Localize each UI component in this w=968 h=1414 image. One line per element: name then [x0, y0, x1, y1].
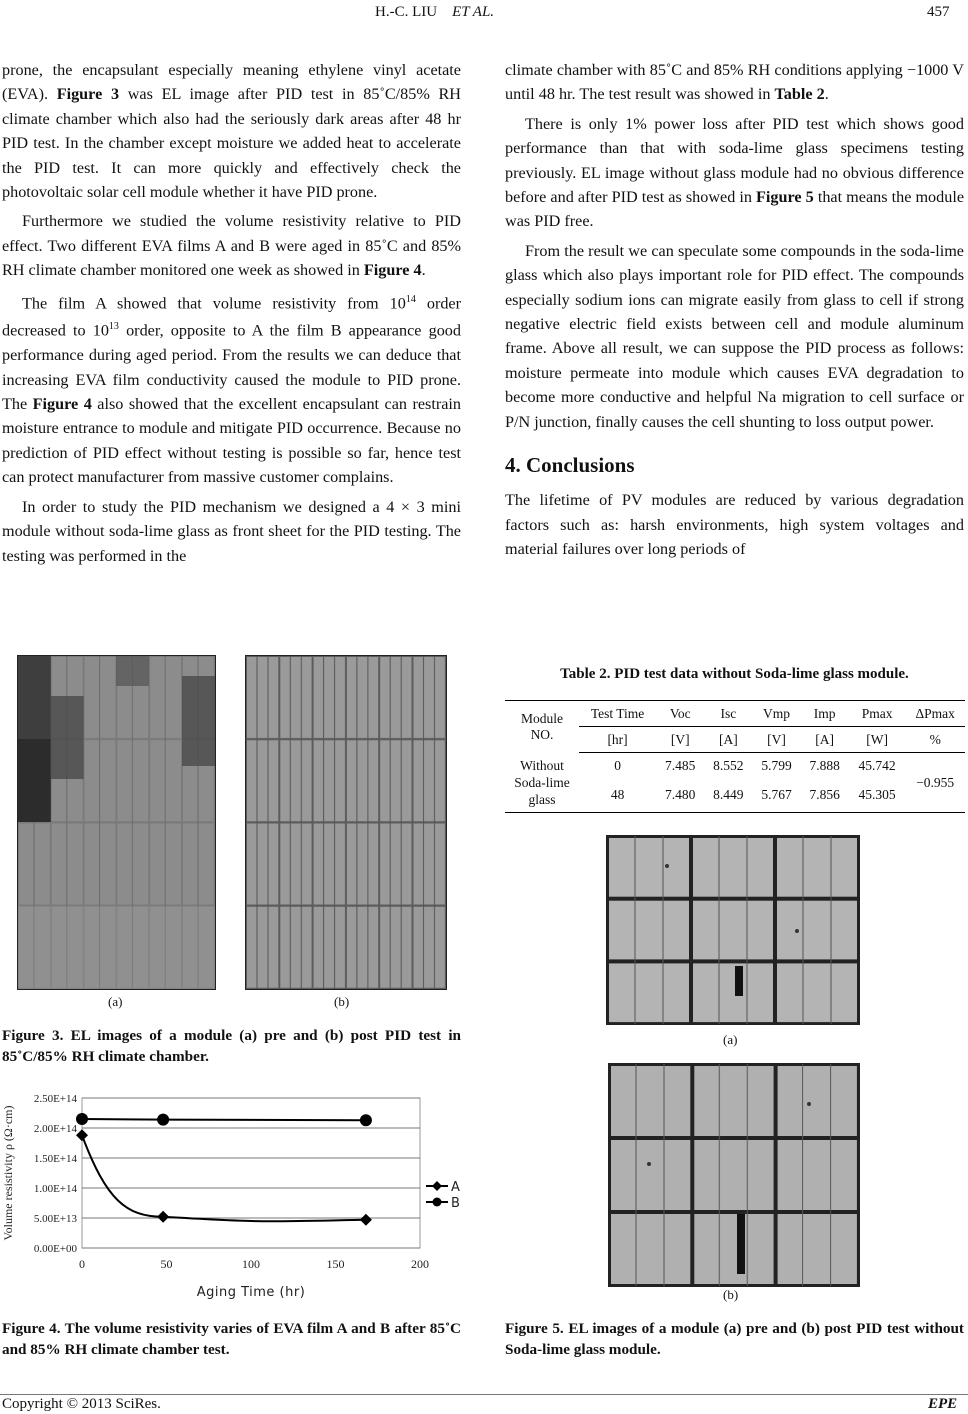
- table-unit: [V]: [656, 727, 704, 753]
- fig4-caption: Figure 4. The volume resistivity varies of EVA film A and B after 85˚C and 85% RH climate chamber test.: [2, 1320, 461, 1358]
- data-point-B: [76, 1113, 88, 1125]
- paragraph: climate chamber with 85˚C and 85% RH conditions applying −1000 V until 48 hr. The test result was showed in Table 2.: [505, 61, 964, 104]
- y-tick-label: 5.00E+13: [33, 1213, 77, 1225]
- fig3-caption: Figure 3. EL images of a module (a) pre and (b) post PID test in 85˚C/85% RH climate chamber.: [2, 1027, 461, 1065]
- x-tick-label: 150: [326, 1257, 345, 1271]
- table-unit: [A]: [704, 727, 752, 753]
- el-image-pre: [17, 655, 216, 990]
- series-line-B: [82, 1119, 366, 1120]
- table-cell: 7.485: [665, 757, 696, 773]
- paragraph: There is only 1% power loss after PID test which shows good performance than that with soda-lime glass specimens testing previously. EL image without glass module had no obvious difference before and after PID test as showed in Figure 5 that means the module was PID free.: [505, 114, 965, 231]
- paragraph: prone, the encapsulant especially meaning ethylene vinyl acetate (EVA). Figure 3 was EL image after PID test in 85˚C/85% RH climate chamber which also had the seriously dark areas after 48 hr PID test. In the chamber except moisture we added heat to accelerate the PID test. It can more quickly and effectively check the photovoltaic solar cell module whether it have PID prone.: [2, 61, 461, 202]
- el-image-post: [245, 655, 447, 990]
- table-cell: 0: [614, 757, 621, 773]
- x-axis-label: Aging Time (hr): [196, 1285, 306, 1300]
- table-unit: [V]: [752, 727, 800, 753]
- page-number: 457: [927, 4, 950, 20]
- running-title: H.-C. LIU ET AL.: [375, 4, 495, 20]
- legend-label-A: A: [451, 1180, 460, 1195]
- legend-label-B: B: [451, 1196, 460, 1211]
- table-header: Voc: [656, 701, 704, 727]
- table2: [505, 700, 965, 813]
- x-tick-label: 0: [79, 1257, 85, 1271]
- table-cell: 5.799: [761, 757, 792, 773]
- table-header-module: Module NO.: [505, 701, 579, 753]
- footer-copyright: Copyright © 2013 SciRes.: [2, 1396, 161, 1412]
- footer-rule: [0, 1394, 968, 1395]
- table-header: ΔPmax: [905, 701, 965, 727]
- table-cell: 48: [579, 778, 656, 813]
- table-cell: 8.449: [704, 778, 752, 813]
- paragraph: The film A showed that volume resistivity from $10^{14}$ order decreased to $10^{13}$ order, opposite to A the film B appearance good performance during aged period. From the results we can deduce that increasing EVA film conductivity caused the module to PID prone. The Figure 4 also showed that the excellent encapsulant can restrain moisture entrance to module and mitigate PID occurrence. Because no prediction of PID effect without testing is possible so far, hence test can protect manufacturer from massive customer complains.: [2, 293, 462, 487]
- fig5-label-a: (a): [723, 1032, 738, 1047]
- table-header: Vmp: [752, 701, 800, 727]
- x-tick-label: 50: [160, 1257, 173, 1271]
- paragraph: The lifetime of PV modules are reduced by various degradation factors such as: harsh environments, high system voltages and material failures over long periods of: [505, 491, 964, 558]
- y-tick-label: 0.00E+00: [33, 1243, 77, 1255]
- legend-marker-B: [433, 1198, 442, 1207]
- table-cell: 7.480: [656, 778, 704, 813]
- footer-journal: EPE: [928, 1396, 958, 1412]
- y-tick-label: 1.00E+14: [33, 1183, 77, 1195]
- fig3-label-a: (a): [108, 994, 123, 1009]
- table-header: Imp: [801, 701, 849, 727]
- section-title: 4. Conclusions: [505, 453, 635, 478]
- y-tick-label: 2.00E+14: [33, 1123, 77, 1135]
- paragraph: Furthermore we studied the volume resistivity relative to PID effect. Two different EVA films A and B were aged in 85˚C and 85% RH climate chamber monitored one week as showed in Figure 4.: [2, 212, 461, 280]
- legend-marker-A: [432, 1181, 442, 1191]
- table-unit: [A]: [801, 727, 849, 753]
- table-cell: 8.552: [713, 757, 744, 773]
- left-column-text: [2, 58, 461, 568]
- y-axis-label: Volume resistivity ρ (Ω·cm): [2, 1105, 15, 1241]
- paragraph: From the result we can speculate some compounds in the soda-lime glass which also plays important role for PID effect. The compounds especially sodium ions can migrate easily from glass to cell if strong negative electric field exists between cell and module aluminum frame. Above all result, we can suppose the PID process as follows: moisture permeate into module which causes EVA degradation to become more conductive and helpful Na migration to cell surface or P/N junction, finally causes the cell shunting to loss output power.: [505, 241, 964, 431]
- table-cell: 5.767: [752, 778, 800, 813]
- fig5-label-b: (b): [723, 1287, 739, 1302]
- table-cell: 45.305: [849, 778, 906, 813]
- fig3-label-b: (b): [334, 994, 350, 1009]
- table-unit: %: [905, 727, 965, 753]
- data-point-B: [360, 1114, 372, 1126]
- x-tick-label: 200: [411, 1257, 429, 1271]
- paragraph: In order to study the PID mechanism we designed a 4 × 3 mini module without soda-lime glass as front sheet for the PID testing. The testing was performed in the: [2, 497, 461, 565]
- table-header: Isc: [704, 701, 752, 727]
- table2-caption: Table 2. PID test data without Soda-lime glass module.: [560, 666, 909, 682]
- table-unit: [W]: [849, 727, 906, 753]
- y-tick-label: 1.50E+14: [33, 1153, 77, 1165]
- right-column-text: [505, 58, 964, 561]
- el-image-no-glass-post: [608, 1063, 860, 1287]
- y-tick-label: 2.50E+14: [33, 1093, 77, 1105]
- table-cell: 7.856: [801, 778, 849, 813]
- fig5-caption: Figure 5. EL images of a module (a) pre and (b) post PID test without Soda-lime glass module.: [505, 1320, 964, 1358]
- fig4-chart: [2, 1088, 460, 1300]
- table-header: Test Time: [579, 701, 656, 727]
- el-image-no-glass-pre: [606, 835, 860, 1025]
- table-delta: −0.955: [905, 753, 965, 813]
- table-cell: 45.742: [858, 757, 896, 773]
- data-point-B: [157, 1114, 169, 1126]
- table-header: Pmax: [849, 701, 906, 727]
- table-unit: [hr]: [579, 727, 656, 753]
- table-module-name: Without Soda-lime glass: [505, 753, 579, 813]
- table-row: [505, 753, 965, 779]
- table-cell: 7.888: [809, 757, 840, 773]
- x-tick-label: 100: [242, 1257, 260, 1271]
